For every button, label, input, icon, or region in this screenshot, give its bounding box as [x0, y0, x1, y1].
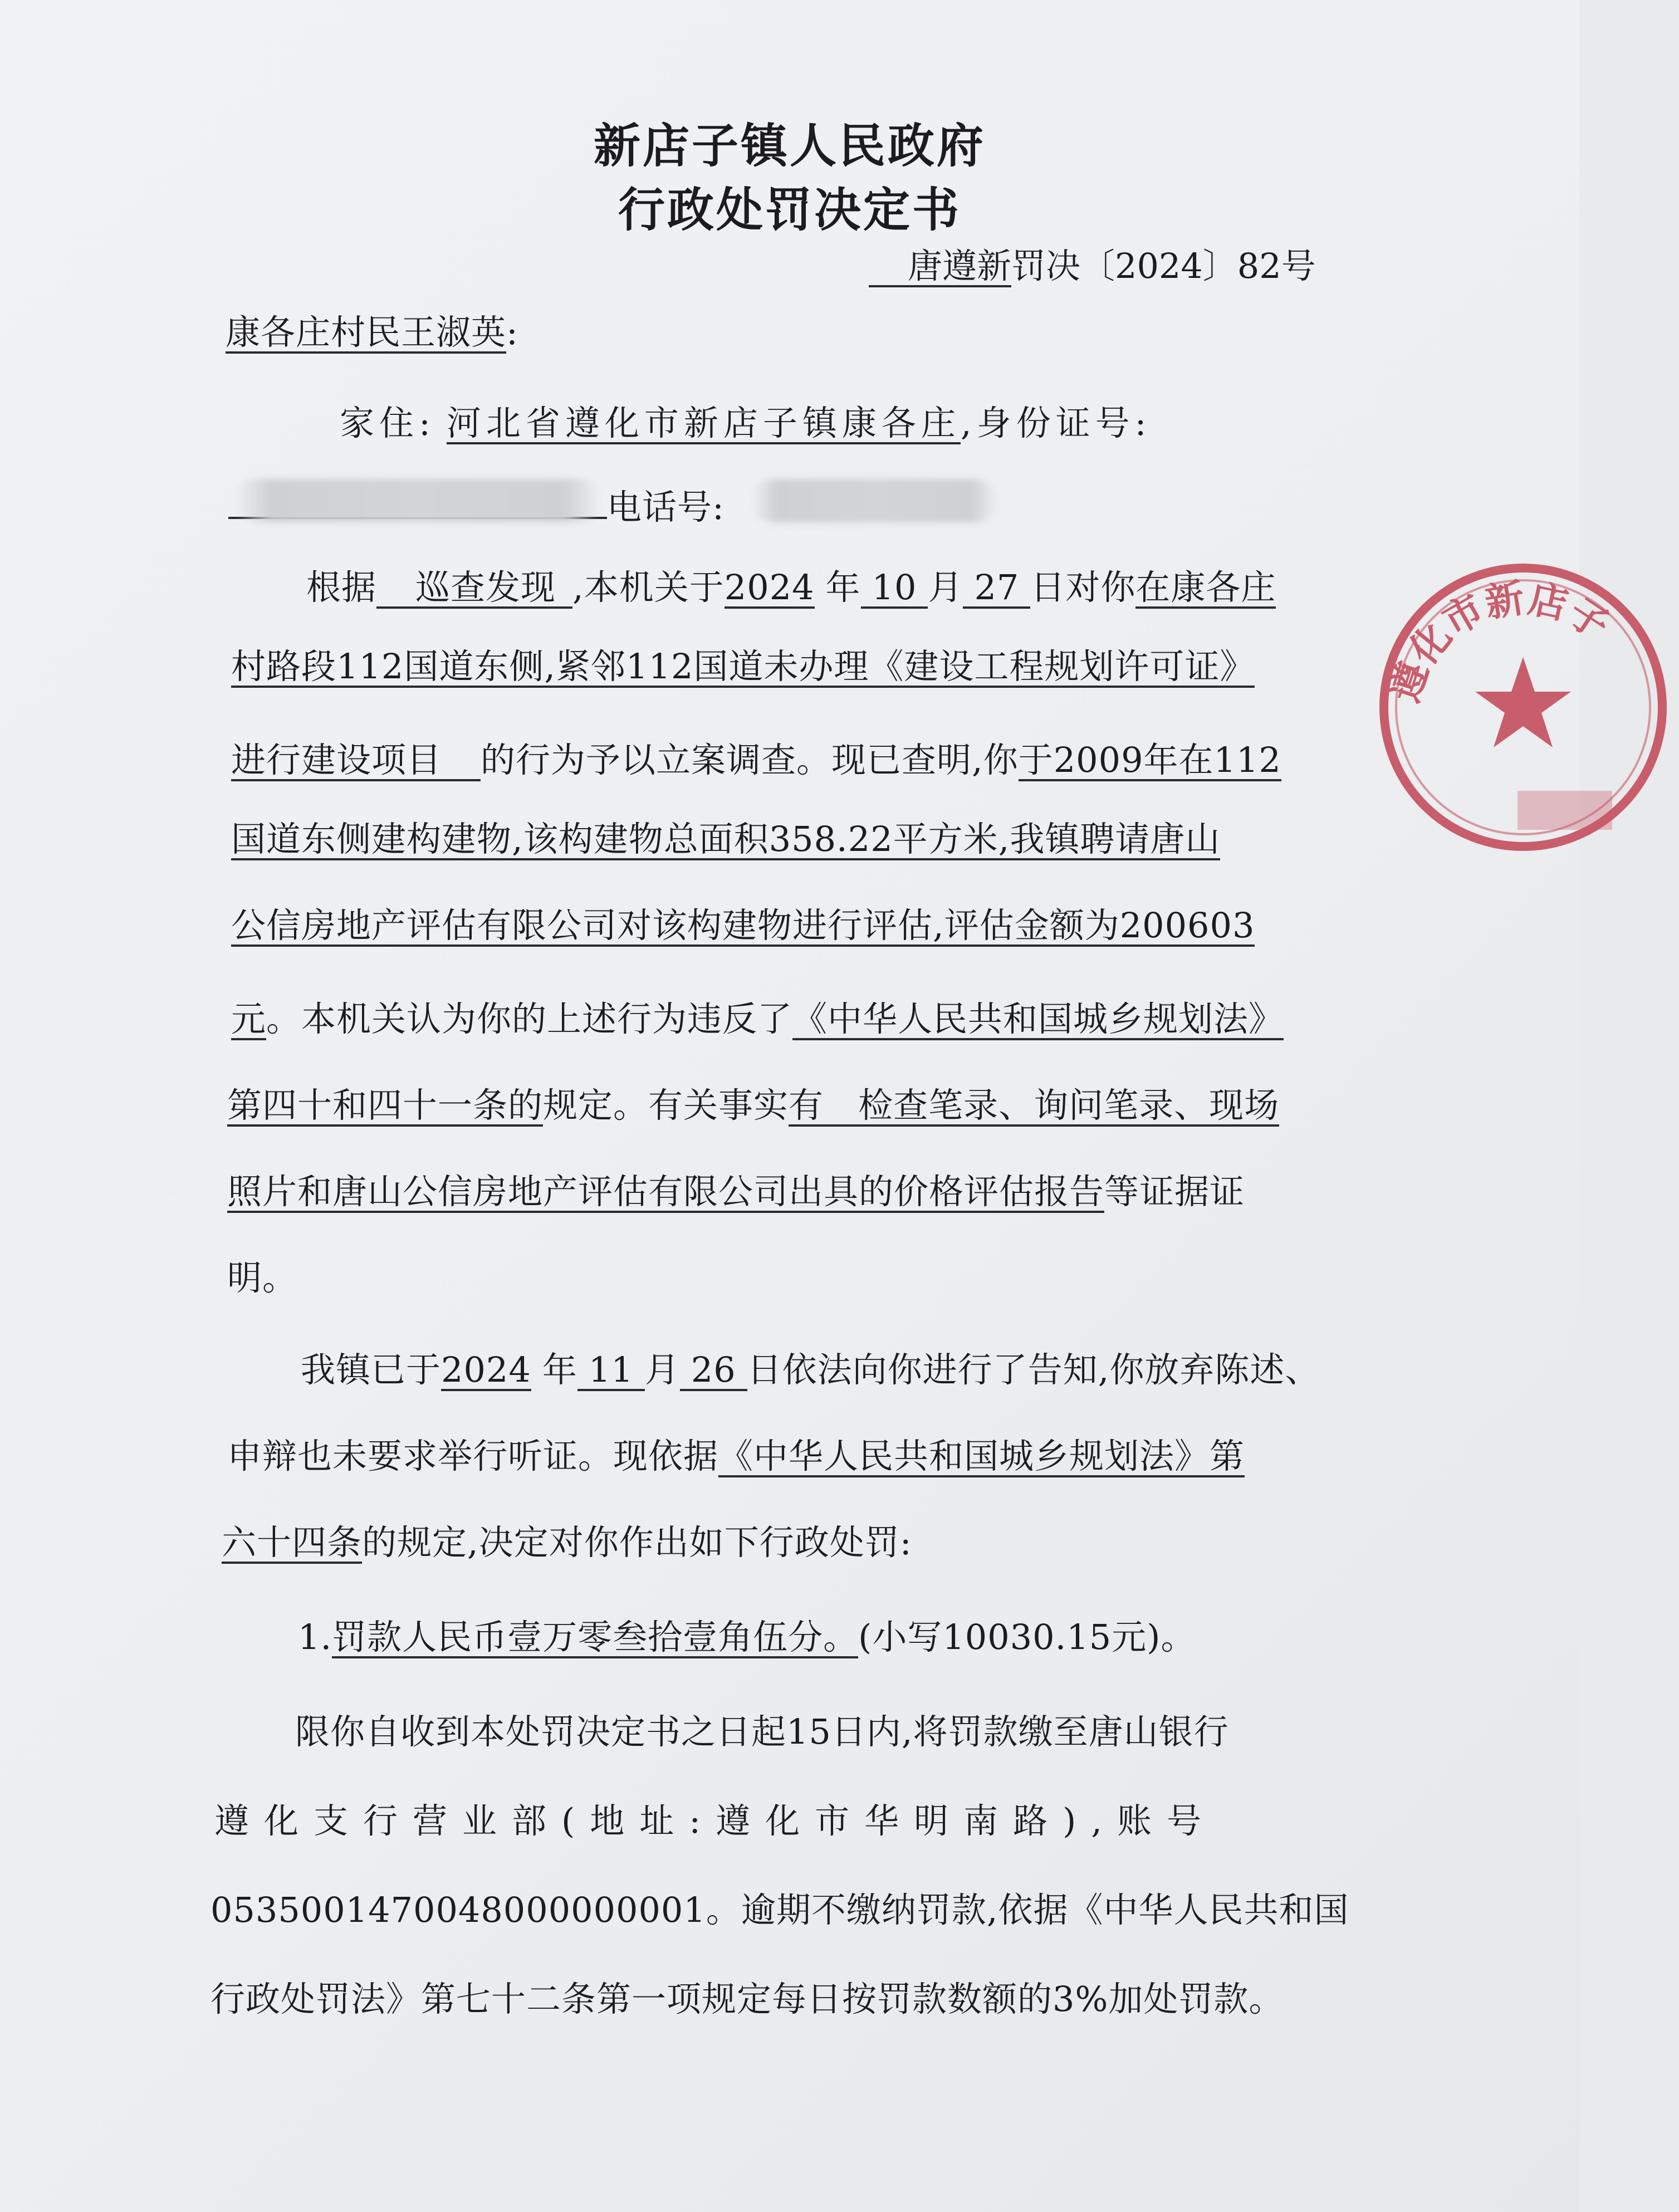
para1-line1: 根据 巡查发现 ,本机关于2024 年 10 月 27 日对你在康各庄: [306, 560, 1276, 609]
para3-line2: 遵化支行营业部(地址:遵化市华明南路),账号: [214, 1800, 1216, 1841]
seal-bottom-stamp: [1518, 791, 1612, 830]
penalty-amount-words: 罚款人民币壹万零叁拾壹角伍分。: [332, 1619, 858, 1658]
penalty-amount-figures: (小写10030.15元)。: [858, 1617, 1196, 1657]
redaction-id-number: [234, 479, 601, 522]
doc-number-prefix: 唐遵新: [869, 248, 1011, 287]
para2-line2: 申辩也未要求举行听证。现依据《中华人民共和国城乡规划法》第: [227, 1428, 1245, 1478]
para1-line9: 明。: [227, 1257, 298, 1298]
para2-line1: 我镇已于2024 年 11 月 26 日依法向你进行了告知,你放弃陈述、: [301, 1342, 1320, 1392]
doc-number-rest: 罚决〔2024〕82号: [1011, 246, 1316, 286]
case-year: 2024: [725, 569, 815, 609]
para1-line7: 第四十和四十一条的规定。有关事实有 检查笔录、询问笔录、现场: [227, 1078, 1279, 1127]
para1-line8: 照片和唐山公信房地产评估有限公司出具的价格评估报告等证据证: [227, 1164, 1245, 1213]
para3-line1: 限你自收到本处罚决定书之日起15日内,将罚款缴至唐山银行: [295, 1711, 1229, 1752]
case-month: 10: [861, 569, 928, 609]
seal-star-icon: [1475, 657, 1571, 747]
id-number-label: ,身份证号:: [960, 403, 1152, 443]
page-title: 新店子镇人民政府: [593, 118, 986, 173]
source-blank: 巡查发现: [376, 569, 572, 609]
para1-line2: 村路段112国道东侧,紧邻112国道未办理《建设工程规划许可证》: [231, 646, 1255, 688]
address-line: [340, 395, 1152, 445]
para1-line3: 进行建设项目 的行为予以立案调查。现已查明,你于2009年在112: [231, 732, 1281, 782]
legal-basis: 《中华人民共和国城乡规划法》第: [718, 1438, 1245, 1477]
para1-line5: 公信房地产评估有限公司对该构建物进行评估,评估金额为200603: [231, 905, 1255, 947]
para3-line4: 行政处罚法》第七十二条第一项规定每日按罚款数额的3%加处罚款。: [211, 1979, 1284, 2019]
violation-blank: 进行建设项目: [231, 742, 481, 781]
notice-day: 26: [680, 1352, 747, 1391]
address-label: 家住:: [340, 403, 435, 443]
official-seal: [1367, 551, 1679, 863]
para1-line4: 国道东侧建构建物,该构建物总面积358.22平方米,我镇聘请唐山: [231, 819, 1220, 860]
phone-label: 电话号:: [607, 487, 725, 527]
document-subtitle: 行政处罚决定书: [618, 182, 961, 237]
violated-law: 《中华人民共和国城乡规划法》: [792, 1001, 1284, 1040]
bank-account: 0535001470048000000001。逾期不缴纳罚款,依据《中华人民共和国: [211, 1890, 1349, 1930]
notice-year: 2024: [441, 1352, 531, 1391]
para2-line3: 六十四条的规定,决定对你作出如下行政处罚:: [222, 1515, 912, 1564]
penalty-item: 1.罚款人民币壹万零叁拾壹角伍分。(小写10030.15元)。: [298, 1609, 1196, 1659]
evidence-list: 有 检查笔录、询问笔录、现场: [789, 1087, 1279, 1127]
document-number: [869, 238, 1316, 288]
seal-text: 遵化市新店子: [1381, 574, 1618, 708]
case-day: 27: [963, 569, 1030, 609]
address-value: 河北省遵化市新店子镇康各庄: [447, 405, 961, 444]
redaction-phone-number: [752, 479, 997, 522]
recipient-line: 康各庄村民王淑英:: [226, 312, 518, 354]
recipient-name: 康各庄村民王淑英: [226, 314, 506, 354]
para3-line3: [211, 1882, 1349, 1932]
notice-month: 11: [577, 1352, 645, 1391]
para1-line6: 元。本机关认为你的上述行为违反了《中华人民共和国城乡规划法》: [231, 991, 1284, 1041]
